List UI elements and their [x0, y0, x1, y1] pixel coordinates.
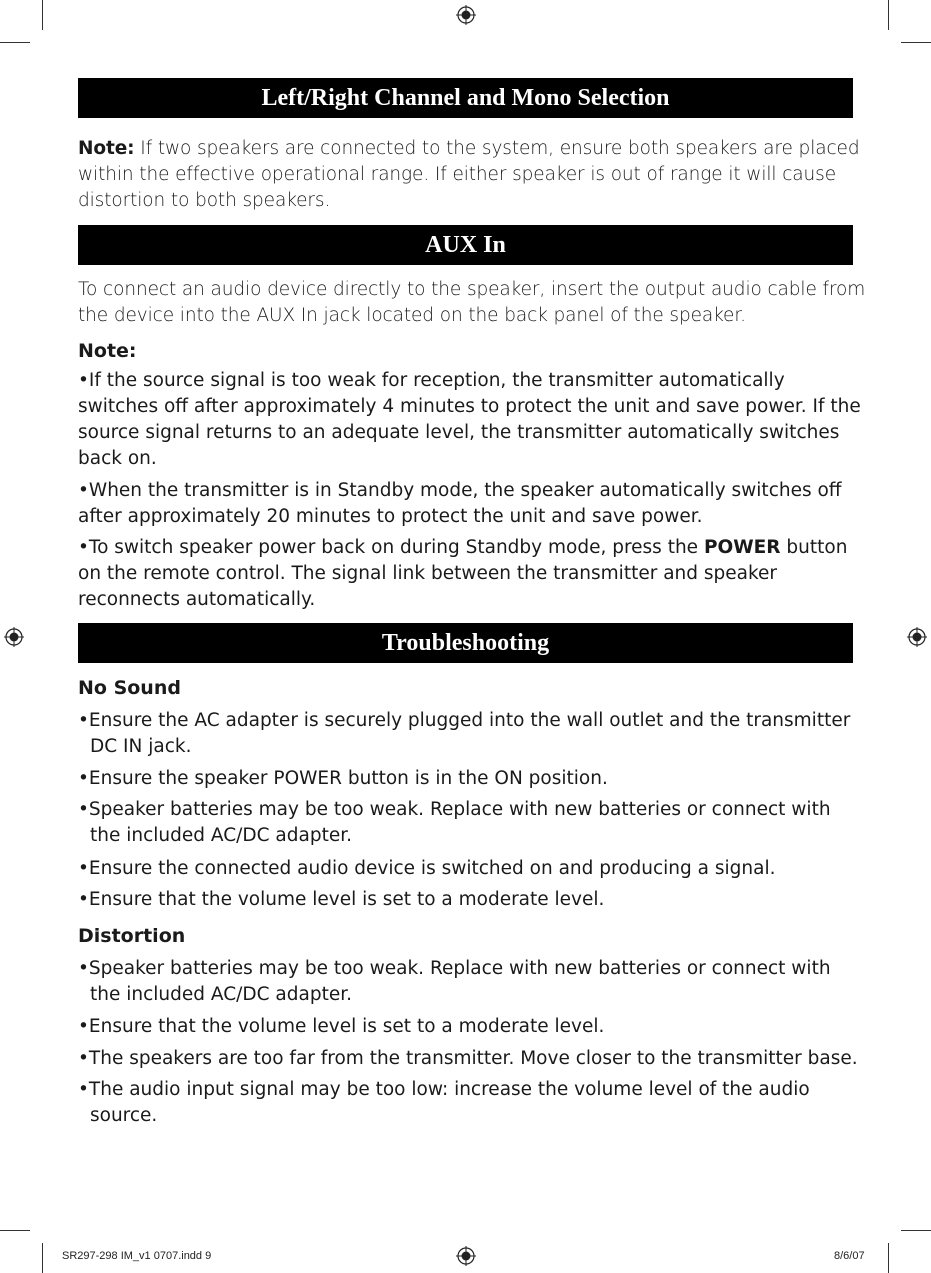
crop-mark — [901, 1230, 931, 1231]
crop-mark — [42, 0, 43, 30]
list-item: •Ensure that the volume level is set to a moderate level. — [78, 1016, 605, 1037]
crop-mark — [0, 42, 30, 43]
list-item: •Ensure the speaker POWER button is in the ON position. — [78, 768, 608, 789]
aux-bullet-1: •If the source signal is too weak for reception, the transmitter automatically switches off after approximately 4 minutes to protect the unit and save power. If the source signal returns to an adequate level, the transmitter automatically switches back on. — [78, 370, 861, 469]
note-label: Note: — [78, 138, 135, 159]
registration-mark-icon — [4, 627, 24, 647]
aux-intro-paragraph: To connect an audio device directly to the speaker, insert the output audio cable from the device into the AUX In jack located on the back panel of the speaker. — [78, 279, 866, 326]
aux-note-label: Note: — [78, 340, 137, 362]
power-keyword: POWER — [703, 537, 781, 558]
registration-mark-icon — [456, 1246, 476, 1266]
no-sound-label: No Sound — [78, 677, 181, 699]
distortion-label: Distortion — [78, 925, 186, 947]
section-heading-aux-in: AUX In — [78, 225, 853, 265]
crop-mark — [901, 42, 931, 43]
footer-date: 8/6/07 — [834, 1250, 865, 1262]
lr-note-paragraph — [78, 136, 868, 214]
list-item: •The audio input signal may be too low: increase the volume level of the audio source. — [78, 1079, 810, 1126]
list-item: •Speaker batteries may be too weak. Replace with new batteries or connect with the included AC/DC adapter. — [78, 799, 831, 846]
list-item: •The speakers are too far from the transmitter. Move closer to the transmitter base. — [78, 1048, 858, 1069]
registration-mark-icon — [456, 5, 476, 25]
crop-mark — [0, 1230, 30, 1231]
section-heading-lr-channel: Left/Right Channel and Mono Selection — [78, 78, 853, 118]
list-item: •Ensure that the volume level is set to a moderate level. — [78, 889, 605, 910]
crop-mark — [888, 1243, 889, 1273]
aux-bullet-3-post: button on the remote control. The signal link between the transmitter and speaker reconnects automatically. — [78, 537, 848, 610]
crop-mark — [888, 0, 889, 30]
lr-note-text: If two speakers are connected to the system, ensure both speakers are placed within the effective operational range. If either speaker is out of range it will cause distortion to both speakers. — [78, 138, 860, 211]
registration-mark-icon — [907, 627, 927, 647]
section-heading-troubleshooting: Troubleshooting — [78, 623, 853, 663]
list-item: •Speaker batteries may be too weak. Replace with new batteries or connect with the included AC/DC adapter. — [78, 958, 831, 1005]
footer-file-slug: SR297-298 IM_v1 0707.indd 9 — [62, 1250, 212, 1262]
list-item: •Ensure the AC adapter is securely plugged into the wall outlet and the transmitter DC IN jack. — [78, 710, 851, 757]
crop-mark — [42, 1243, 43, 1273]
list-item: •Ensure the connected audio device is switched on and producing a signal. — [78, 858, 776, 879]
aux-bullet-3-pre: •To switch speaker power back on during Standby mode, press the — [78, 537, 704, 558]
aux-bullet-3 — [78, 535, 868, 613]
aux-bullet-2: •When the transmitter is in Standby mode, the speaker automatically switches off after approximately 20 minutes to protect the unit and save power. — [78, 480, 842, 527]
